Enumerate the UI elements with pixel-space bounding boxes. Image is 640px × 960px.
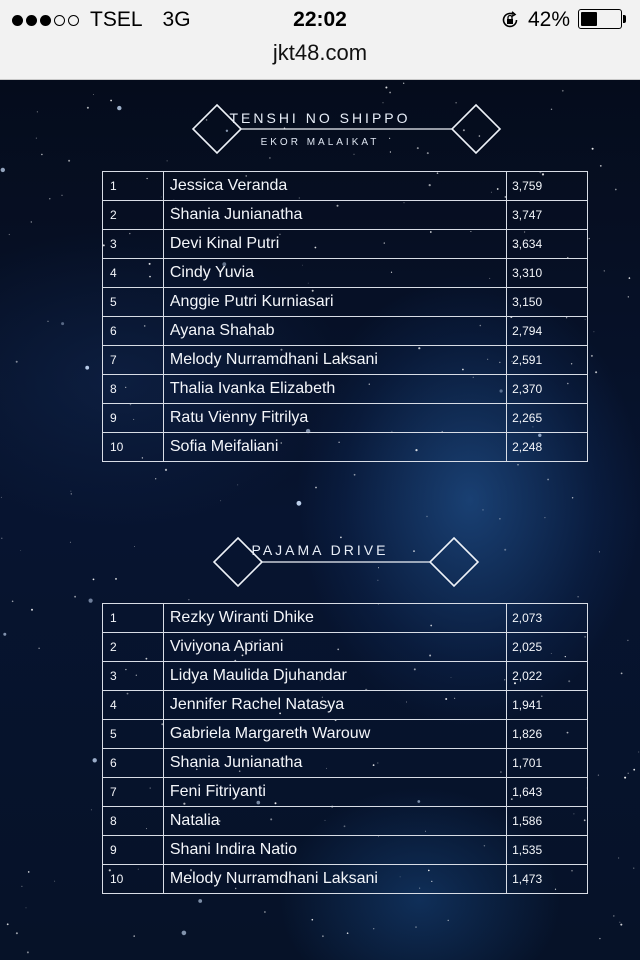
- status-bar: [0, 0, 640, 40]
- star: [627, 640, 628, 641]
- member-name-cell: Melody Nurramdhani Laksani: [163, 346, 506, 375]
- star: [26, 908, 27, 909]
- star: [629, 277, 631, 279]
- star: [322, 935, 324, 937]
- star: [155, 478, 156, 479]
- star: [613, 915, 615, 917]
- rank-cell: 2: [103, 201, 164, 230]
- ranking-table-tenshi-no-shippo: [102, 171, 588, 462]
- votes-cell: 2,591: [507, 346, 588, 375]
- rank-cell: 8: [103, 807, 164, 836]
- rank-cell: 5: [103, 720, 164, 749]
- star: [85, 366, 89, 370]
- rank-cell: 3: [103, 230, 164, 259]
- star: [591, 355, 593, 357]
- star: [633, 868, 634, 869]
- star: [482, 509, 483, 510]
- star: [31, 609, 33, 611]
- votes-cell: 1,535: [507, 836, 588, 865]
- star: [620, 922, 621, 923]
- rank-cell: 8: [103, 375, 164, 404]
- table-row: [103, 807, 588, 836]
- member-name-cell: Gabriela Margareth Warouw: [163, 720, 506, 749]
- table-row: [103, 259, 588, 288]
- star: [604, 270, 605, 271]
- votes-cell: 3,759: [507, 172, 588, 201]
- rank-cell: 3: [103, 662, 164, 691]
- star: [62, 195, 63, 196]
- star: [589, 238, 590, 239]
- browser-address-bar[interactable]: [0, 40, 640, 80]
- star: [593, 331, 594, 332]
- votes-cell: 2,025: [507, 633, 588, 662]
- votes-cell: 2,248: [507, 433, 588, 462]
- star: [21, 886, 22, 887]
- star: [544, 517, 545, 518]
- table-row: [103, 404, 588, 433]
- star: [315, 487, 317, 489]
- star: [499, 518, 501, 520]
- rotation-lock-icon: [500, 10, 520, 30]
- star: [297, 501, 302, 506]
- votes-cell: 2,794: [507, 317, 588, 346]
- table-row: [103, 604, 588, 633]
- member-name-cell: Shani Indira Natio: [163, 836, 506, 865]
- votes-cell: 3,150: [507, 288, 588, 317]
- table-row: [103, 720, 588, 749]
- star: [599, 938, 600, 939]
- rank-cell: 10: [103, 433, 164, 462]
- star: [347, 932, 349, 934]
- star: [562, 90, 564, 92]
- rank-cell: 6: [103, 749, 164, 778]
- star: [354, 474, 356, 476]
- votes-cell: 1,826: [507, 720, 588, 749]
- star: [628, 296, 629, 297]
- star: [403, 83, 404, 84]
- section-header-tenshi-no-shippo: [0, 101, 640, 171]
- star: [38, 648, 39, 649]
- status-right: [500, 8, 628, 32]
- star: [1, 497, 2, 498]
- rank-cell: 2: [103, 633, 164, 662]
- star: [3, 633, 6, 636]
- votes-cell: 1,701: [507, 749, 588, 778]
- table-row: [103, 230, 588, 259]
- table-row: [103, 836, 588, 865]
- rank-cell: 1: [103, 604, 164, 633]
- votes-cell: 1,643: [507, 778, 588, 807]
- star: [31, 221, 32, 222]
- ranking-table-pajama-drive: [102, 603, 588, 894]
- star: [16, 361, 18, 363]
- star: [16, 932, 18, 934]
- rank-cell: 10: [103, 865, 164, 894]
- rank-cell: 4: [103, 259, 164, 288]
- star: [448, 920, 449, 921]
- section-header-pajama-drive: [0, 535, 640, 605]
- table-row: [103, 662, 588, 691]
- star: [624, 777, 626, 779]
- table-row: [103, 749, 588, 778]
- rank-cell: 1: [103, 172, 164, 201]
- star: [27, 951, 29, 953]
- star: [264, 911, 266, 913]
- star: [415, 926, 416, 927]
- star: [426, 516, 427, 517]
- star: [133, 935, 135, 937]
- url-text[interactable]: jkt48.com: [272, 40, 368, 65]
- star: [572, 497, 573, 498]
- star: [638, 752, 639, 753]
- table-row: [103, 691, 588, 720]
- star: [237, 484, 238, 485]
- clock: 22:02: [293, 8, 347, 31]
- star: [633, 769, 635, 771]
- star: [71, 491, 72, 492]
- star: [48, 321, 49, 322]
- star: [198, 899, 202, 903]
- member-name-cell: Feni Fitriyanti: [163, 778, 506, 807]
- member-name-cell: Rezky Wiranti Dhike: [163, 604, 506, 633]
- table-row: [103, 778, 588, 807]
- star: [9, 234, 10, 235]
- table-row: [103, 865, 588, 894]
- member-name-cell: Sofia Meifaliani: [163, 433, 506, 462]
- member-name-cell: Devi Kinal Putri: [163, 230, 506, 259]
- star: [595, 371, 597, 373]
- rank-cell: 9: [103, 836, 164, 865]
- star: [620, 924, 622, 926]
- table-row: [103, 633, 588, 662]
- member-name-cell: Ayana Shahab: [163, 317, 506, 346]
- battery-icon: [578, 9, 628, 31]
- member-name-cell: Anggie Putri Kurniasari: [163, 288, 506, 317]
- star: [628, 773, 629, 774]
- star: [547, 479, 549, 481]
- rank-cell: 7: [103, 346, 164, 375]
- table-row: [103, 375, 588, 404]
- rank-cell: 5: [103, 288, 164, 317]
- member-name-cell: Shania Junianatha: [163, 749, 506, 778]
- votes-cell: 1,473: [507, 865, 588, 894]
- star: [54, 881, 55, 882]
- star: [7, 923, 9, 925]
- star: [49, 198, 50, 199]
- votes-cell: 3,634: [507, 230, 588, 259]
- battery-level-fill: [581, 12, 597, 26]
- section-title: PAJAMA DRIVE: [251, 542, 389, 558]
- table-row: [103, 201, 588, 230]
- table-row: [103, 317, 588, 346]
- votes-cell: 3,310: [507, 259, 588, 288]
- star: [312, 919, 314, 921]
- votes-cell: 2,073: [507, 604, 588, 633]
- star: [28, 871, 30, 873]
- star: [182, 931, 187, 936]
- table-row: [103, 172, 588, 201]
- star: [621, 673, 623, 675]
- star: [385, 87, 387, 89]
- votes-cell: 2,265: [507, 404, 588, 433]
- rank-cell: 4: [103, 691, 164, 720]
- star: [389, 92, 391, 94]
- member-name-cell: Jennifer Rachel Natasya: [163, 691, 506, 720]
- votes-cell: 1,941: [507, 691, 588, 720]
- member-name-cell: Ratu Vienny Fitrilya: [163, 404, 506, 433]
- member-name-cell: Lidya Maulida Djuhandar: [163, 662, 506, 691]
- star: [91, 810, 92, 811]
- star: [517, 464, 519, 466]
- star: [93, 758, 97, 762]
- member-name-cell: Thalia Ivanka Elizabeth: [163, 375, 506, 404]
- star: [598, 775, 599, 776]
- member-name-cell: Natalia: [163, 807, 506, 836]
- star: [618, 857, 619, 858]
- star: [61, 322, 64, 325]
- member-name-cell: Melody Nurramdhani Laksani: [163, 865, 506, 894]
- votes-cell: 2,022: [507, 662, 588, 691]
- star: [71, 493, 72, 494]
- battery-percent: 42%: [527, 8, 570, 31]
- star: [165, 469, 167, 471]
- rank-cell: 6: [103, 317, 164, 346]
- section-title: TENSHI NO SHIPPO: [229, 110, 411, 126]
- votes-cell: 3,747: [507, 201, 588, 230]
- table-row: [103, 288, 588, 317]
- network-type: 3G: [162, 8, 191, 31]
- star: [373, 928, 374, 929]
- member-name-cell: Cindy Yuvia: [163, 259, 506, 288]
- star: [615, 189, 617, 191]
- votes-cell: 2,370: [507, 375, 588, 404]
- votes-cell: 1,586: [507, 807, 588, 836]
- carrier-name: TSEL: [90, 8, 143, 31]
- rank-cell: 7: [103, 778, 164, 807]
- member-name-cell: Shania Junianatha: [163, 201, 506, 230]
- member-name-cell: Viviyona Apriani: [163, 633, 506, 662]
- star: [93, 94, 94, 95]
- table-row: [103, 433, 588, 462]
- star: [220, 500, 221, 501]
- section-subtitle: EKOR MALAIKAT: [260, 137, 380, 148]
- starfield-background: [0, 80, 640, 960]
- rank-cell: 9: [103, 404, 164, 433]
- table-row: [103, 346, 588, 375]
- member-name-cell: Jessica Veranda: [163, 172, 506, 201]
